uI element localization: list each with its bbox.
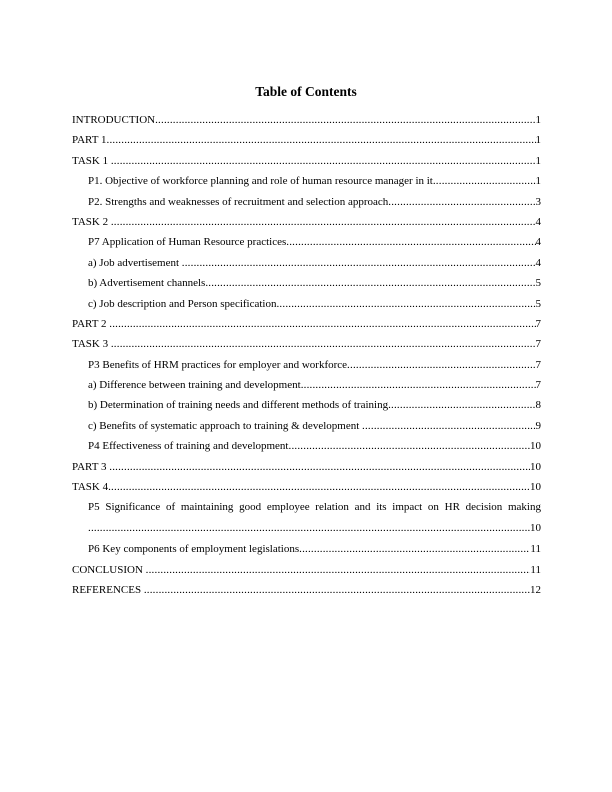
toc-entry-text: c) Benefits of systematic approach to training & development <box>88 419 363 432</box>
toc-entry[interactable] <box>72 358 541 378</box>
toc-entry[interactable] <box>72 276 541 296</box>
toc-dot-leader <box>388 398 535 412</box>
toc-entry[interactable] <box>72 439 541 459</box>
toc-page-number: 11 <box>530 543 541 556</box>
toc-page-number: 4 <box>535 215 541 228</box>
table-of-contents <box>72 113 541 604</box>
toc-page-number: 7 <box>535 317 541 330</box>
toc-entry-text: REFERENCES <box>72 584 144 597</box>
toc-dot-leader <box>155 113 535 127</box>
toc-entry[interactable] <box>72 480 541 500</box>
toc-entry-text: TASK 2 <box>72 215 111 228</box>
toc-page-number: 7 <box>535 358 541 371</box>
toc-dot-leader <box>301 378 536 392</box>
toc-page-number: 7 <box>535 379 541 392</box>
toc-page-number: 3 <box>535 195 541 208</box>
toc-dot-leader <box>182 256 536 270</box>
toc-dot-leader <box>388 195 535 209</box>
toc-entry[interactable] <box>72 215 541 235</box>
toc-entry-text: P2. Strengths and weaknesses of recruitment and selection approach <box>88 195 389 208</box>
toc-entry[interactable] <box>72 460 541 480</box>
toc-entry-text: CONCLUSION <box>72 563 146 576</box>
toc-entry-text: b) Advertisement channels <box>88 277 206 290</box>
toc-dot-leader <box>107 133 536 147</box>
toc-entry[interactable] <box>72 583 541 603</box>
toc-entry[interactable] <box>72 235 541 255</box>
toc-page-number: 10 <box>530 440 541 453</box>
toc-dot-leader <box>347 358 535 372</box>
toc-title: Table of Contents <box>255 84 357 99</box>
toc-entry[interactable] <box>72 317 541 337</box>
toc-entry-text: a) Difference between training and development <box>88 379 301 392</box>
toc-dot-leader <box>108 480 530 494</box>
toc-entry[interactable] <box>72 500 541 542</box>
toc-page-number: 5 <box>535 277 541 290</box>
toc-entry[interactable] <box>72 256 541 276</box>
toc-entry-text: P3 Benefits of HRM practices for employer and workforce <box>88 358 348 371</box>
toc-dot-leader <box>144 583 530 597</box>
toc-entry-text: P6 Key components of employment legislations <box>88 543 300 556</box>
toc-page-number: 5 <box>535 297 541 310</box>
toc-entry[interactable] <box>72 133 541 153</box>
toc-entry-text: P1. Objective of workforce planning and role of human resource manager in it <box>88 175 433 188</box>
toc-dot-leader <box>276 297 535 311</box>
toc-entry[interactable] <box>72 563 541 583</box>
toc-page-number: 7 <box>535 338 541 351</box>
toc-entry[interactable] <box>72 337 541 357</box>
toc-entry-text: TASK 3 <box>72 338 111 351</box>
toc-dot-leader <box>289 439 531 453</box>
toc-entry[interactable] <box>72 419 541 439</box>
toc-dot-leader <box>205 276 535 290</box>
toc-dot-leader <box>111 154 536 168</box>
toc-entry[interactable] <box>72 195 541 215</box>
toc-dot-leader <box>88 521 530 535</box>
toc-page-number: 10 <box>530 460 541 473</box>
toc-page-number: 10 <box>530 522 541 535</box>
toc-entry-text: TASK 1 <box>72 154 111 167</box>
toc-dot-leader <box>109 317 535 331</box>
toc-entry-text: P5 Significance of maintaining good employee relation and its impact on HR decision making <box>88 501 541 514</box>
toc-dot-leader <box>111 215 536 229</box>
toc-page-number: 11 <box>530 563 541 576</box>
toc-entry-text: a) Job advertisement <box>88 256 182 269</box>
toc-entry-text: PART 3 <box>72 460 110 473</box>
toc-dot-leader <box>111 337 536 351</box>
toc-entry[interactable] <box>72 542 541 562</box>
toc-entry[interactable] <box>72 174 541 194</box>
toc-page-number: 1 <box>535 154 541 167</box>
toc-entry-text: P4 Effectiveness of training and development <box>88 440 289 453</box>
toc-entry[interactable] <box>72 154 541 174</box>
toc-dot-leader <box>146 563 531 577</box>
toc-page-number: 9 <box>535 419 541 432</box>
toc-page-number: 4 <box>535 236 541 249</box>
toc-dot-leader <box>299 542 530 556</box>
toc-entry-text: PART 2 <box>72 317 110 330</box>
toc-page-number: 1 <box>535 114 541 126</box>
toc-dot-leader <box>362 419 535 433</box>
toc-entry-text: c) Job description and Person specification <box>88 297 277 310</box>
toc-entry-text: INTRODUCTION <box>72 114 156 126</box>
toc-page-number: 12 <box>530 584 541 597</box>
toc-entry-text: TASK 4 <box>72 481 109 494</box>
toc-entry-text: b) Determination of training needs and different methods of training <box>88 399 389 412</box>
toc-page-number: 1 <box>535 175 541 188</box>
toc-dot-leader <box>109 460 530 474</box>
toc-entry[interactable] <box>72 378 541 398</box>
toc-page-number: 10 <box>530 481 541 494</box>
toc-entry-text: P7 Application of Human Resource practices <box>88 236 287 249</box>
toc-entry[interactable] <box>72 398 541 418</box>
toc-page-number: 8 <box>535 399 541 412</box>
toc-entry-text: PART 1 <box>72 134 107 147</box>
toc-page-number: 1 <box>535 134 541 147</box>
toc-dot-leader <box>286 235 535 249</box>
toc-entry[interactable] <box>72 113 541 133</box>
toc-page-number: 4 <box>535 256 541 269</box>
toc-entry[interactable] <box>72 297 541 317</box>
toc-dot-leader <box>433 174 536 188</box>
toc-entry-continuation <box>88 521 541 535</box>
